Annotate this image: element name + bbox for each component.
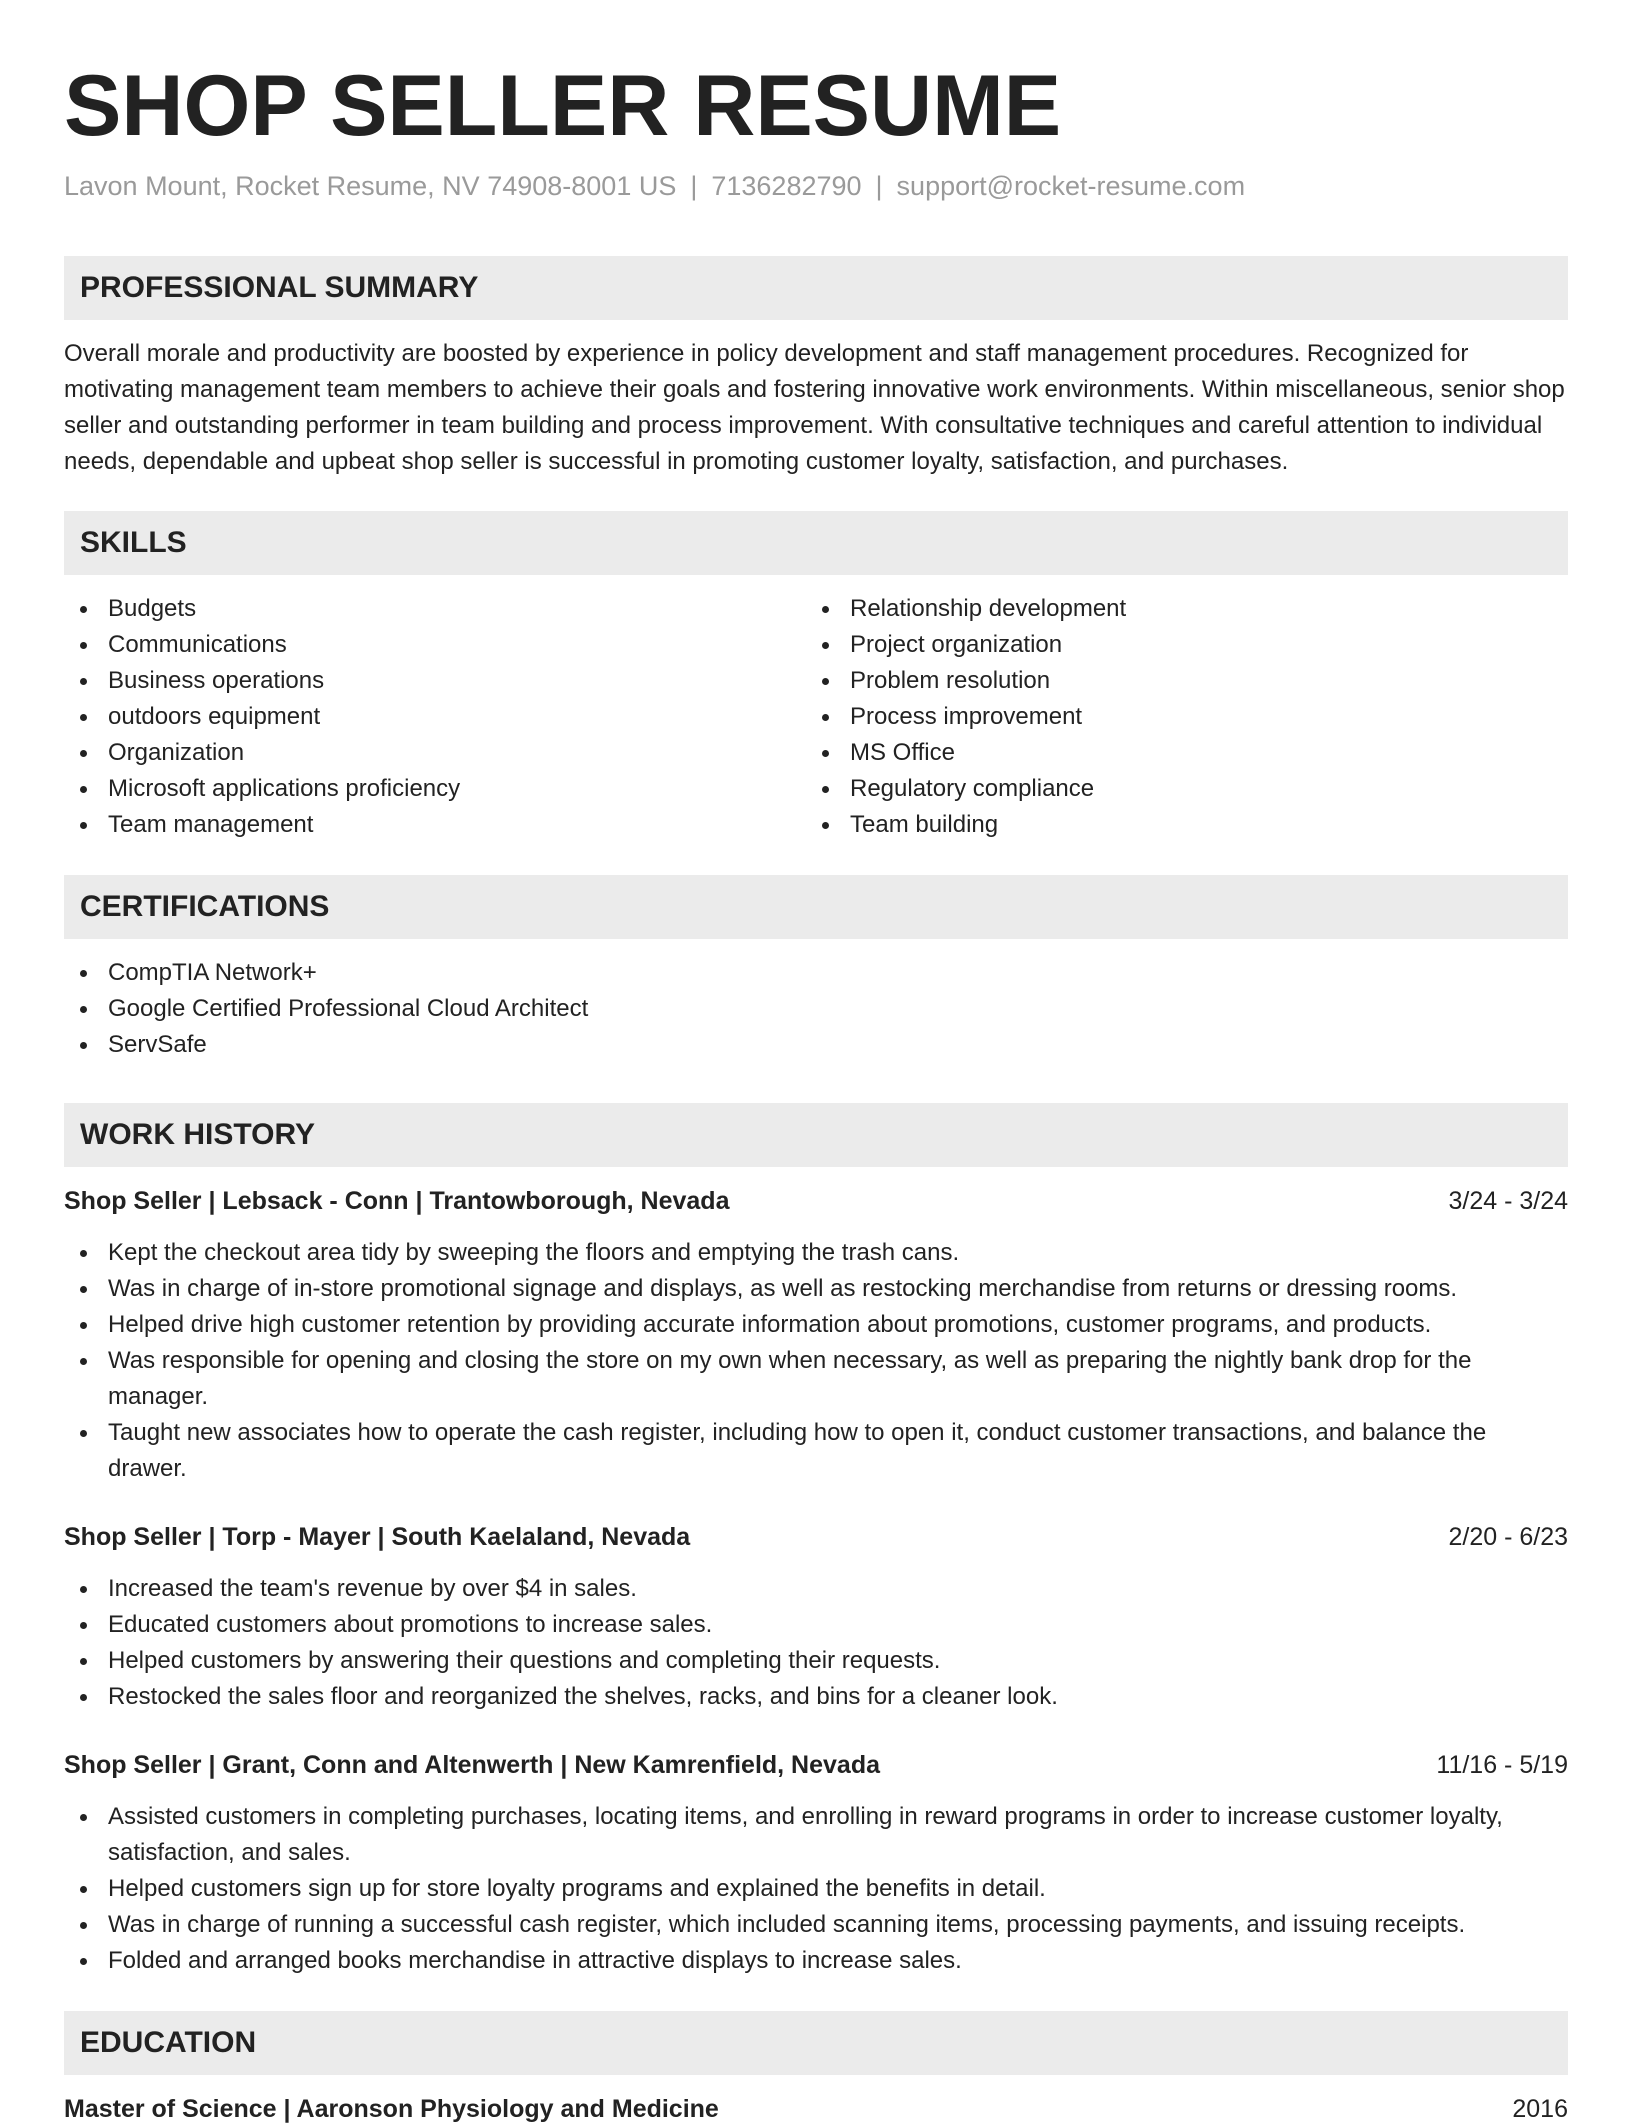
contact-line (64, 168, 1568, 204)
job-dates: 11/16 - 5/19 (1436, 1751, 1568, 1779)
education-entry (64, 2091, 1568, 2127)
skill-item: MS Office (806, 735, 1548, 771)
job-title: Shop Seller | Torp - Mayer | South Kaelaland, Nevada (64, 1523, 691, 1551)
section-header-skills: SKILLS (64, 511, 1568, 575)
section-header-certifications: CERTIFICATIONS (64, 875, 1568, 939)
certification-item: Google Certified Professional Cloud Architect (64, 991, 1568, 1027)
job-header (64, 1747, 1568, 1783)
job-duty: Folded and arranged books merchandise in attractive displays to increase sales. (64, 1943, 1568, 1979)
job-duty: Taught new associates how to operate the cash register, including how to open it, conduct customer transactions, and balance the drawer. (64, 1415, 1568, 1487)
job-duties-list (64, 1571, 1568, 1715)
certification-item: CompTIA Network+ (64, 955, 1568, 991)
skill-item: Budgets (64, 591, 806, 627)
job-title: Shop Seller | Grant, Conn and Altenwerth | New Kamrenfield, Nevada (64, 1751, 880, 1779)
job-duty: Was responsible for opening and closing the store on my own when necessary, as well as preparing the nightly bank drop for the manager. (64, 1343, 1568, 1415)
skill-item: Team building (806, 807, 1548, 843)
skills-column-right (806, 591, 1548, 843)
job-duty: Kept the checkout area tidy by sweeping the floors and emptying the trash cans. (64, 1235, 1568, 1271)
skill-item: Organization (64, 735, 806, 771)
job-duty: Helped customers by answering their questions and completing their requests. (64, 1643, 1568, 1679)
job-duties-list (64, 1799, 1568, 1979)
job-duty: Increased the team's revenue by over $4 in sales. (64, 1571, 1568, 1607)
section-header-work-history: WORK HISTORY (64, 1103, 1568, 1167)
skill-item: Process improvement (806, 699, 1548, 735)
skill-item: Business operations (64, 663, 806, 699)
skill-item: Regulatory compliance (806, 771, 1548, 807)
skills-column-left (64, 591, 806, 843)
job-dates: 2/20 - 6/23 (1448, 1523, 1568, 1551)
job-duties-list (64, 1235, 1568, 1487)
resume-title: SHOP SELLER RESUME (64, 58, 1062, 154)
skill-item: Communications (64, 627, 806, 663)
job-entry (64, 1747, 1568, 1979)
skill-item: Relationship development (806, 591, 1548, 627)
contact-separator: | (690, 171, 698, 201)
job-entry (64, 1519, 1568, 1715)
skill-item: Microsoft applications proficiency (64, 771, 806, 807)
skill-item: Project organization (806, 627, 1548, 663)
contact-email: support@rocket-resume.com (896, 171, 1246, 201)
section-header-summary: PROFESSIONAL SUMMARY (64, 256, 1568, 320)
job-title: Shop Seller | Lebsack - Conn | Trantowborough, Nevada (64, 1187, 730, 1215)
contact-separator: | (875, 171, 883, 201)
job-duty: Restocked the sales floor and reorganized the shelves, racks, and bins for a cleaner look. (64, 1679, 1568, 1715)
skill-item: Problem resolution (806, 663, 1548, 699)
education-degree: Master of Science | Aaronson Physiology and Medicine (64, 2095, 719, 2123)
job-duty: Was in charge of in-store promotional signage and displays, as well as restocking merchandise from returns or dressing rooms. (64, 1271, 1568, 1307)
skills-list-left (64, 591, 806, 843)
job-entry (64, 1183, 1568, 1487)
certifications-list (64, 955, 1568, 1063)
section-header-education: EDUCATION (64, 2011, 1568, 2075)
contact-phone: 7136282790 (711, 171, 862, 201)
skills-list-right (806, 591, 1548, 843)
job-header (64, 1519, 1568, 1555)
skill-item: Team management (64, 807, 806, 843)
job-header (64, 1183, 1568, 1219)
contact-address: Lavon Mount, Rocket Resume, NV 74908-8001 US (64, 171, 677, 201)
job-duty: Was in charge of running a successful cash register, which included scanning items, processing payments, and issuing receipts. (64, 1907, 1568, 1943)
education-year: 2016 (1512, 2095, 1568, 2123)
resume-page (64, 0, 1568, 2127)
skill-item: outdoors equipment (64, 699, 806, 735)
job-duty: Helped drive high customer retention by providing accurate information about promotions, customer programs, and products. (64, 1307, 1568, 1343)
skills-columns (64, 591, 1568, 843)
summary-text: Overall morale and productivity are boosted by experience in policy development and staff management procedures. Recognized for motivating management team members to achieve their goals and fostering innovative work environments. Within miscellaneous, senior shop seller and outstanding performer in team building and process improvement. With consultative techniques and careful attention to individual needs, dependable and upbeat shop seller is successful in promoting customer loyalty, satisfaction, and purchases. (64, 340, 1565, 475)
certification-item: ServSafe (64, 1027, 1568, 1063)
job-duty: Educated customers about promotions to increase sales. (64, 1607, 1568, 1643)
job-dates: 3/24 - 3/24 (1448, 1187, 1568, 1215)
job-duty: Assisted customers in completing purchases, locating items, and enrolling in reward programs in order to increase customer loyalty, satisfaction, and sales. (64, 1799, 1568, 1871)
job-duty: Helped customers sign up for store loyalty programs and explained the benefits in detail. (64, 1871, 1568, 1907)
